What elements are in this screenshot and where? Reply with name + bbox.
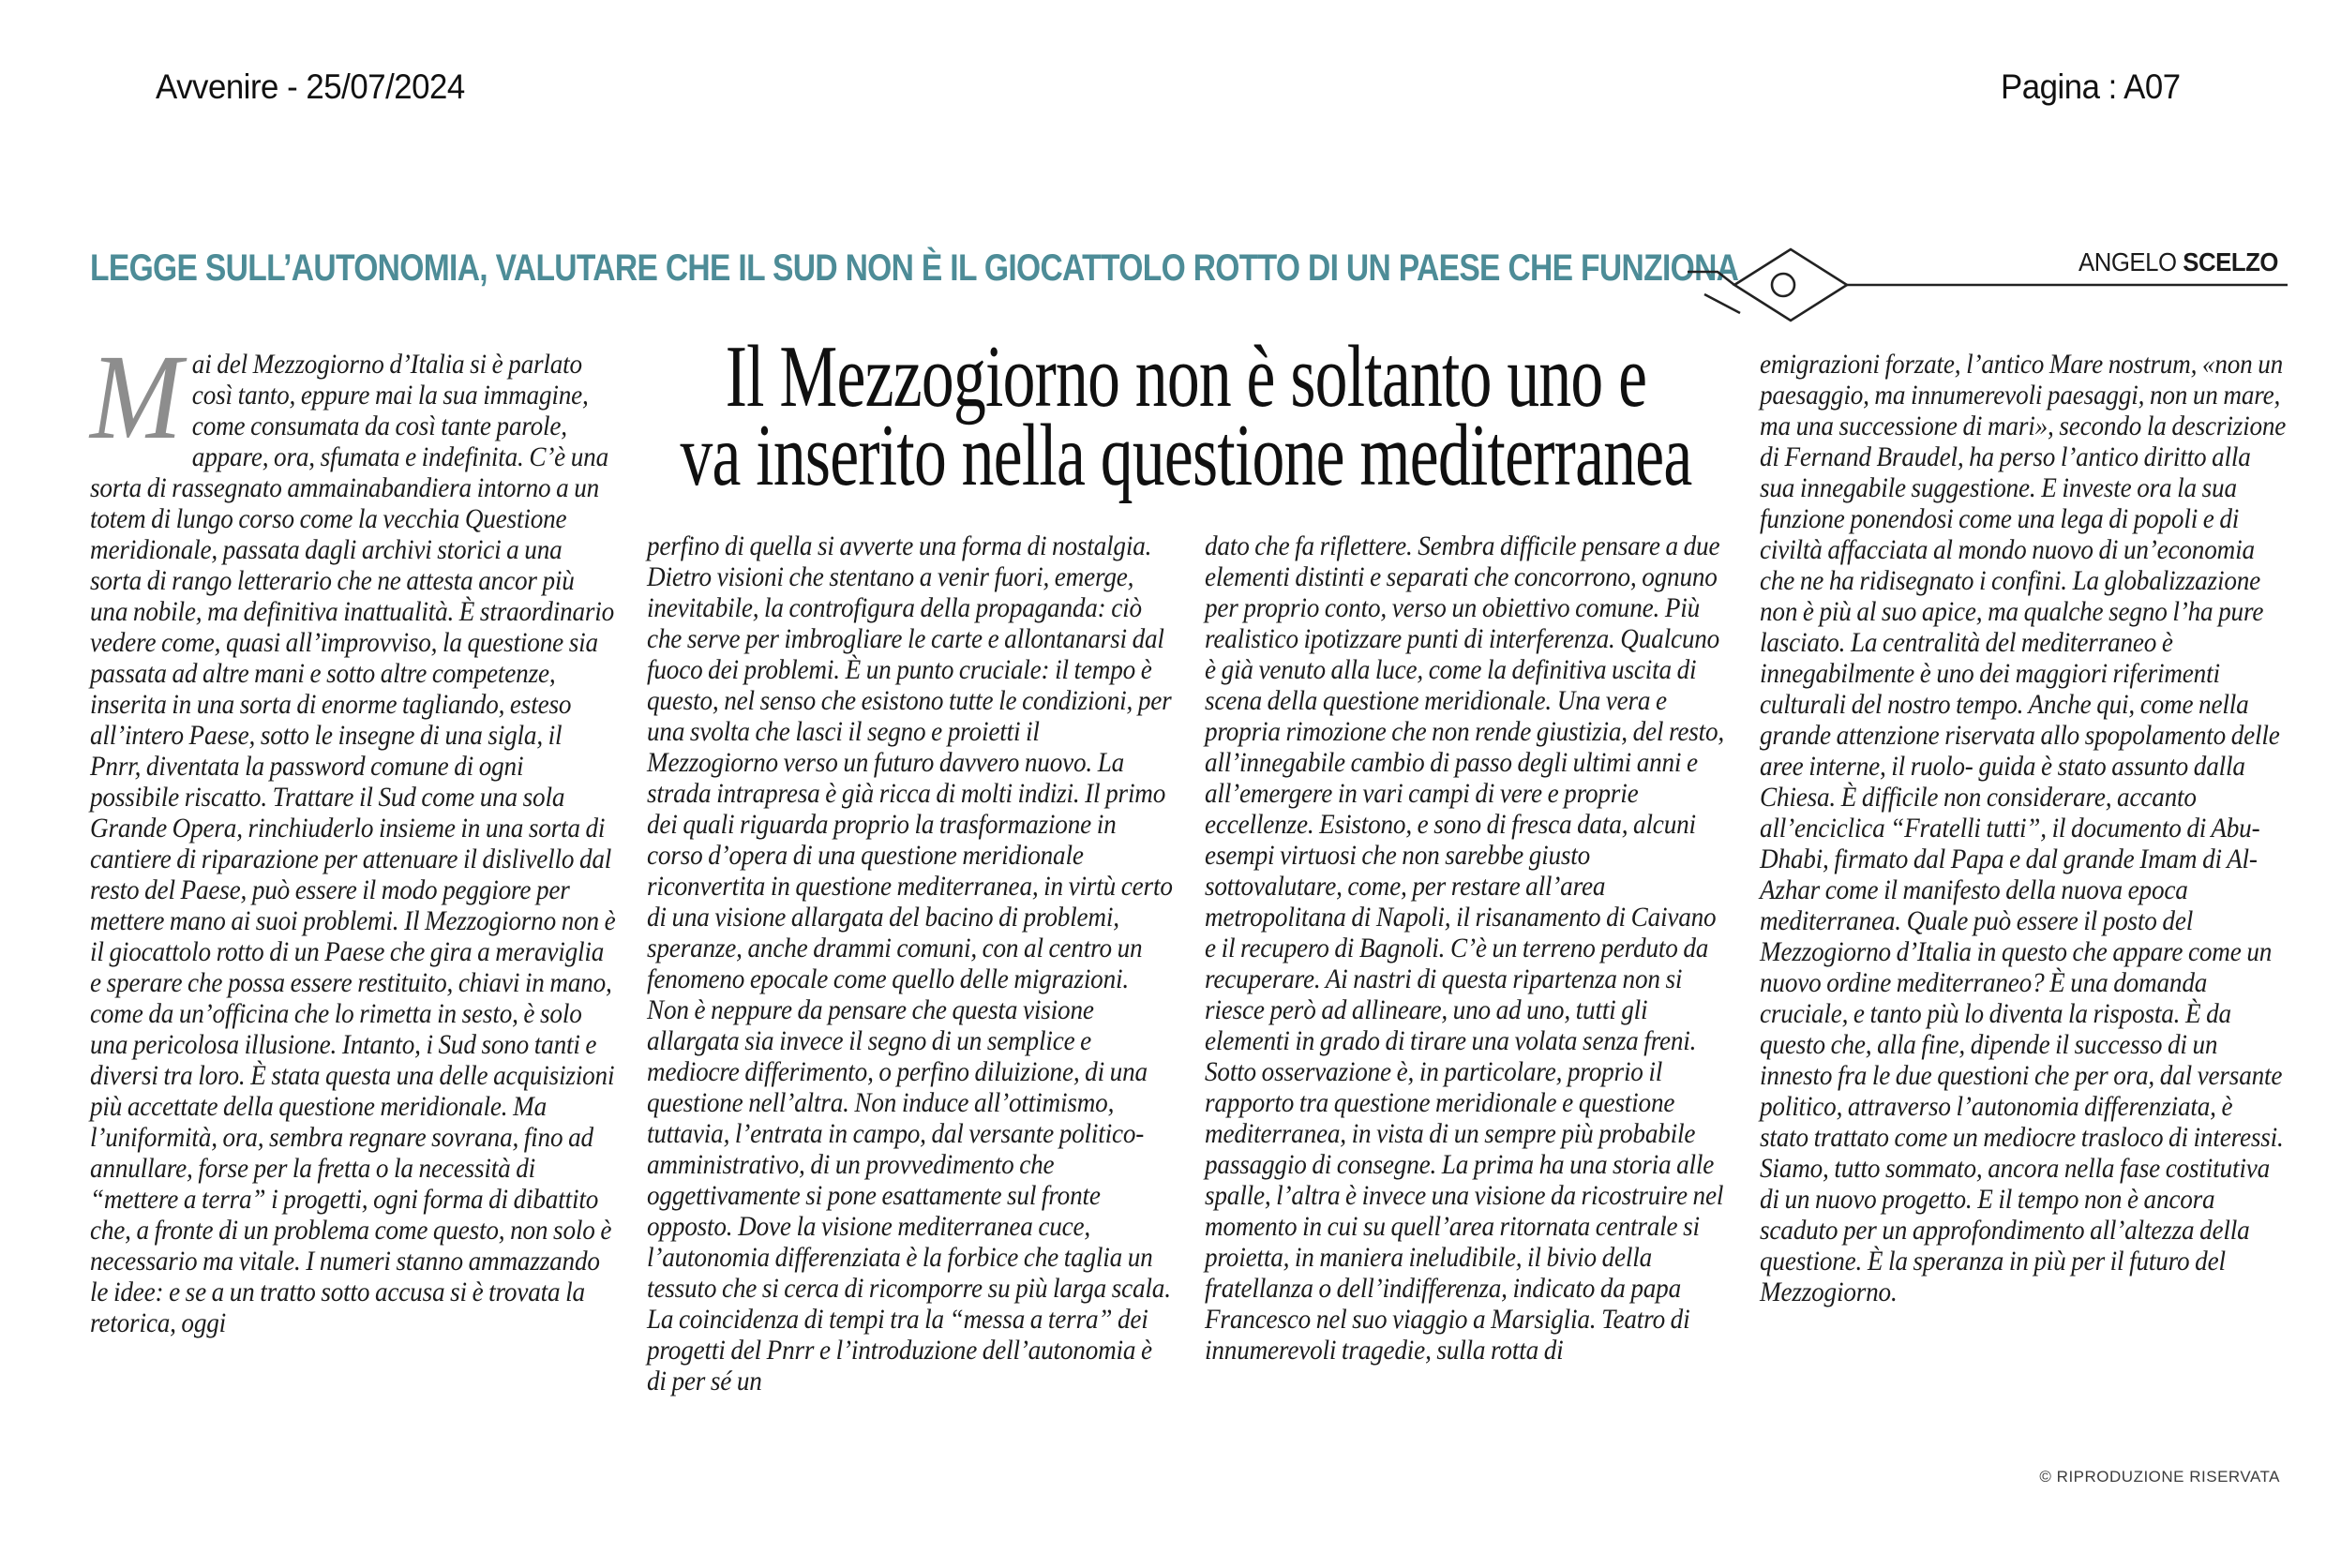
column-3-text: dato che fa riflettere. Sembra difficile pensare a due elementi distinti e separati che concorrono, ognuno per proprio conto, verso un obiettivo comune. Più realistico ipotizzare punti di interferenza. Qualcuno è già venuto alla luce, come la definitiva uscita di scena della questione meridionale. Una vera e propria rimozione che non rende giustizia, del resto, all’innegabile cambio di passo degli ultimi anni e all’emergere in vari campi di vere e proprie eccellenze. Esistono, e sono di fresca data, alcuni esempi virtuosi che non sarebbe giusto sottovalutare, come, per restare all’area metropolitana di Napoli, il risanamento di Caivano e il recupero di Bagnoli. C’è un terreno perduto da recuperare. Ai nastri di questa ripartenza non si riesce però ad allineare, uno ad uno, tutti gli elementi in grado di tirare una volata senza freni. Sotto osservazione è, in particolare, proprio il rapporto tra questione meridionale e questione mediterranea, in vista di un sempre più probabile passaggio di consegne. La prima ha una storia alle spalle, l’altra è invece una visione da ricostruire nel momento in cui su quell’area ritornata centrale si proietta, in maniera ineludibile, il bivio della fratellanza o dell’indifferenza, indicato da papa Francesco nel suo viaggio a Marsiglia. Teatro di innumerevoli tragedie, sulla rotta di [1205,530,1725,1366]
column-2-text: perfino di quella si avverte una forma di nostalgia. Dietro visioni che stentano a venir fuori, emerge, inevitabile, la controfigura della propaganda: ciò che serve per imbrogliare le carte e allontanarsi dal fuoco dei problemi. È un punto cruciale: il tempo è questo, nel senso che esistono tutte le condizioni, per una svolta che lasci il segno e proietti il Mezzogiorno verso un futuro davvero nuovo. La strada intrapresa è già ricca di molti indizi. Il primo dei quali riguarda proprio la trasformazione in corso d’opera di una questione meridionale riconvertita in questione mediterranea, in virtù certo di una visione allargata del bacino di problemi, speranze, anche drammi comuni, con al centro un fenomeno epocale come quello delle migrazioni. Non è neppure da pensare che questa visione allargata sia invece il segno di un semplice e mediocre differimento, o perfino diluizione, di una questione nell’altra. Non induce all’ottimismo, tuttavia, l’entrata in campo, dal versante politico-amministrativo, di un provvedimento che oggettivamente si pone esattamente sul fronte opposto. Dove la visione mediterranea cuce, l’autonomia differenziata è la forbice che taglia un tessuto che si cerca di ricomporre su più larga scala. La coincidenza di tempi tra la “messa a terra” dei progetti del Pnrr e l’introduzione dell’autonomia è di per sé un [647,530,1173,1396]
byline-author [1993,247,2278,277]
drop-cap: M [90,330,182,465]
title-line-2: va inserito nella questione mediterranea [680,407,1692,504]
copyright-notice: © RIPRODUZIONE RISERVATA [2039,1468,2280,1486]
title-line-1: Il Mezzogiorno non è soltanto uno e [725,328,1647,426]
article-title [596,328,1776,504]
column-1-text: ai del Mezzogiorno d’Italia si è parlato così tanto, eppure mai la sua immagine, come consumata da così tante parole, appare, ora, sfumata e indefinita. C’è una sorta di rassegnato ammainabandiera intorno a un totem di lungo corso come la vecchia Questione meridionale, passata dagli archivi storici a una sorta di rango letterario che ne attesta ancor più una nobile, ma definitiva inattualità. È straordinario vedere come, quasi all’improvviso, la questione sia passata ad altre mani e sotto altre competenze, inserita in una sorta di enorme tagliando, esteso all’intero Paese, sotto le insegne di una sigla, il Pnrr, diventata la password comune di ogni possibile riscatto. Trattare il Sud come una sola Grande Opera, rinchiuderlo insieme in una sorta di cantiere di riparazione per attenuare il dislivello dal resto del Paese, può essere il modo peggiore per mettere mano ai suoi problemi. Il Mezzogiorno non è il giocattolo rotto di un Paese che gira a meraviglia e sperare che possa essere restituito, chiavi in mano, come da un’officina che lo rimetta in sesto, è solo una pericolosa illusione. Intanto, i Sud sono tanti e diversi tra loro. È stata questa una delle acquisizioni più accettate della questione meridionale. Ma l’uniformità, ora, sembra regnare sovrana, fino ad annullare, forse per la fretta o la necessità di “mettere a terra” i progetti, ogni forma di dibattito che, a fronte di un problema come questo, non solo è necessario ma vitale. I numeri stanno ammazzando le idee: e se a un tratto sotto accusa si è trovata la retorica, oggi [90,349,616,1338]
article-column-1 [90,330,617,1338]
article-column-4 [1760,349,2287,1307]
author-last-name: SCELZO [2183,247,2278,276]
article-column-2 [647,530,1174,1396]
column-4-text: emigrazioni forzate, l’antico Mare nostrum, «non un paesaggio, ma innumerevoli paesaggi, non un mare, ma una successione di mari», secondo la descrizione di Fernand Braudel, ha perso l’antico diritto alla sua innegabile suggestione. E investe ora la sua funzione ponendosi come una lega di popoli e di civiltà affacciata al mondo nuovo di un’economia che ne ha ridisegnato i confini. La globalizzazione non è più al suo apice, ma qualche segno l’ha pure lasciato. La centralità del mediterraneo è innegabilmente è uno dei maggiori riferimenti culturali del nostro tempo. Anche qui, come nella grande attenzione riservata allo spopolamento delle aree interne, il ruolo- guida è stato assunto dalla Chiesa. È difficile non considerare, accanto all’enciclica “Fratelli tutti”, il documento di Abu- Dhabi, firmato dal Papa e dal grande Imam di Al-Azhar come il manifesto della nuova epoca mediterranea. Quale può essere il posto del Mezzogiorno d’Italia in questo che appare come un nuovo ordine mediterraneo? È una domanda cruciale, e tanto più lo diventa la risposta. È da questo che, alla fine, dipende il successo di un innesto fra le due questioni che per ora, dal versante politico, attraverso l’autonomia differenziata, è stato trattato come un mediocre trasloco di interessi. Siamo, tutto sommato, ancora nella fase costitutiva di un nuovo progetto. E il tempo non è ancora scaduto per un approfondimento all’altezza della questione. È la speranza in più per il futuro del Mezzogiorno. [1760,349,2287,1307]
article-column-3 [1205,530,1732,1366]
page-number: Pagina : A07 [2001,67,2181,106]
edition-date: Avvenire - 25/07/2024 [156,67,465,106]
author-first-name: ANGELO [2078,247,2183,276]
kicker-headline: LEGGE SULL’AUTONOMIA, VALUTARE CHE IL SUD NON È IL GIOCATTOLO ROTTO DI UN PAESE CHE FUNZIONA [90,247,1739,289]
